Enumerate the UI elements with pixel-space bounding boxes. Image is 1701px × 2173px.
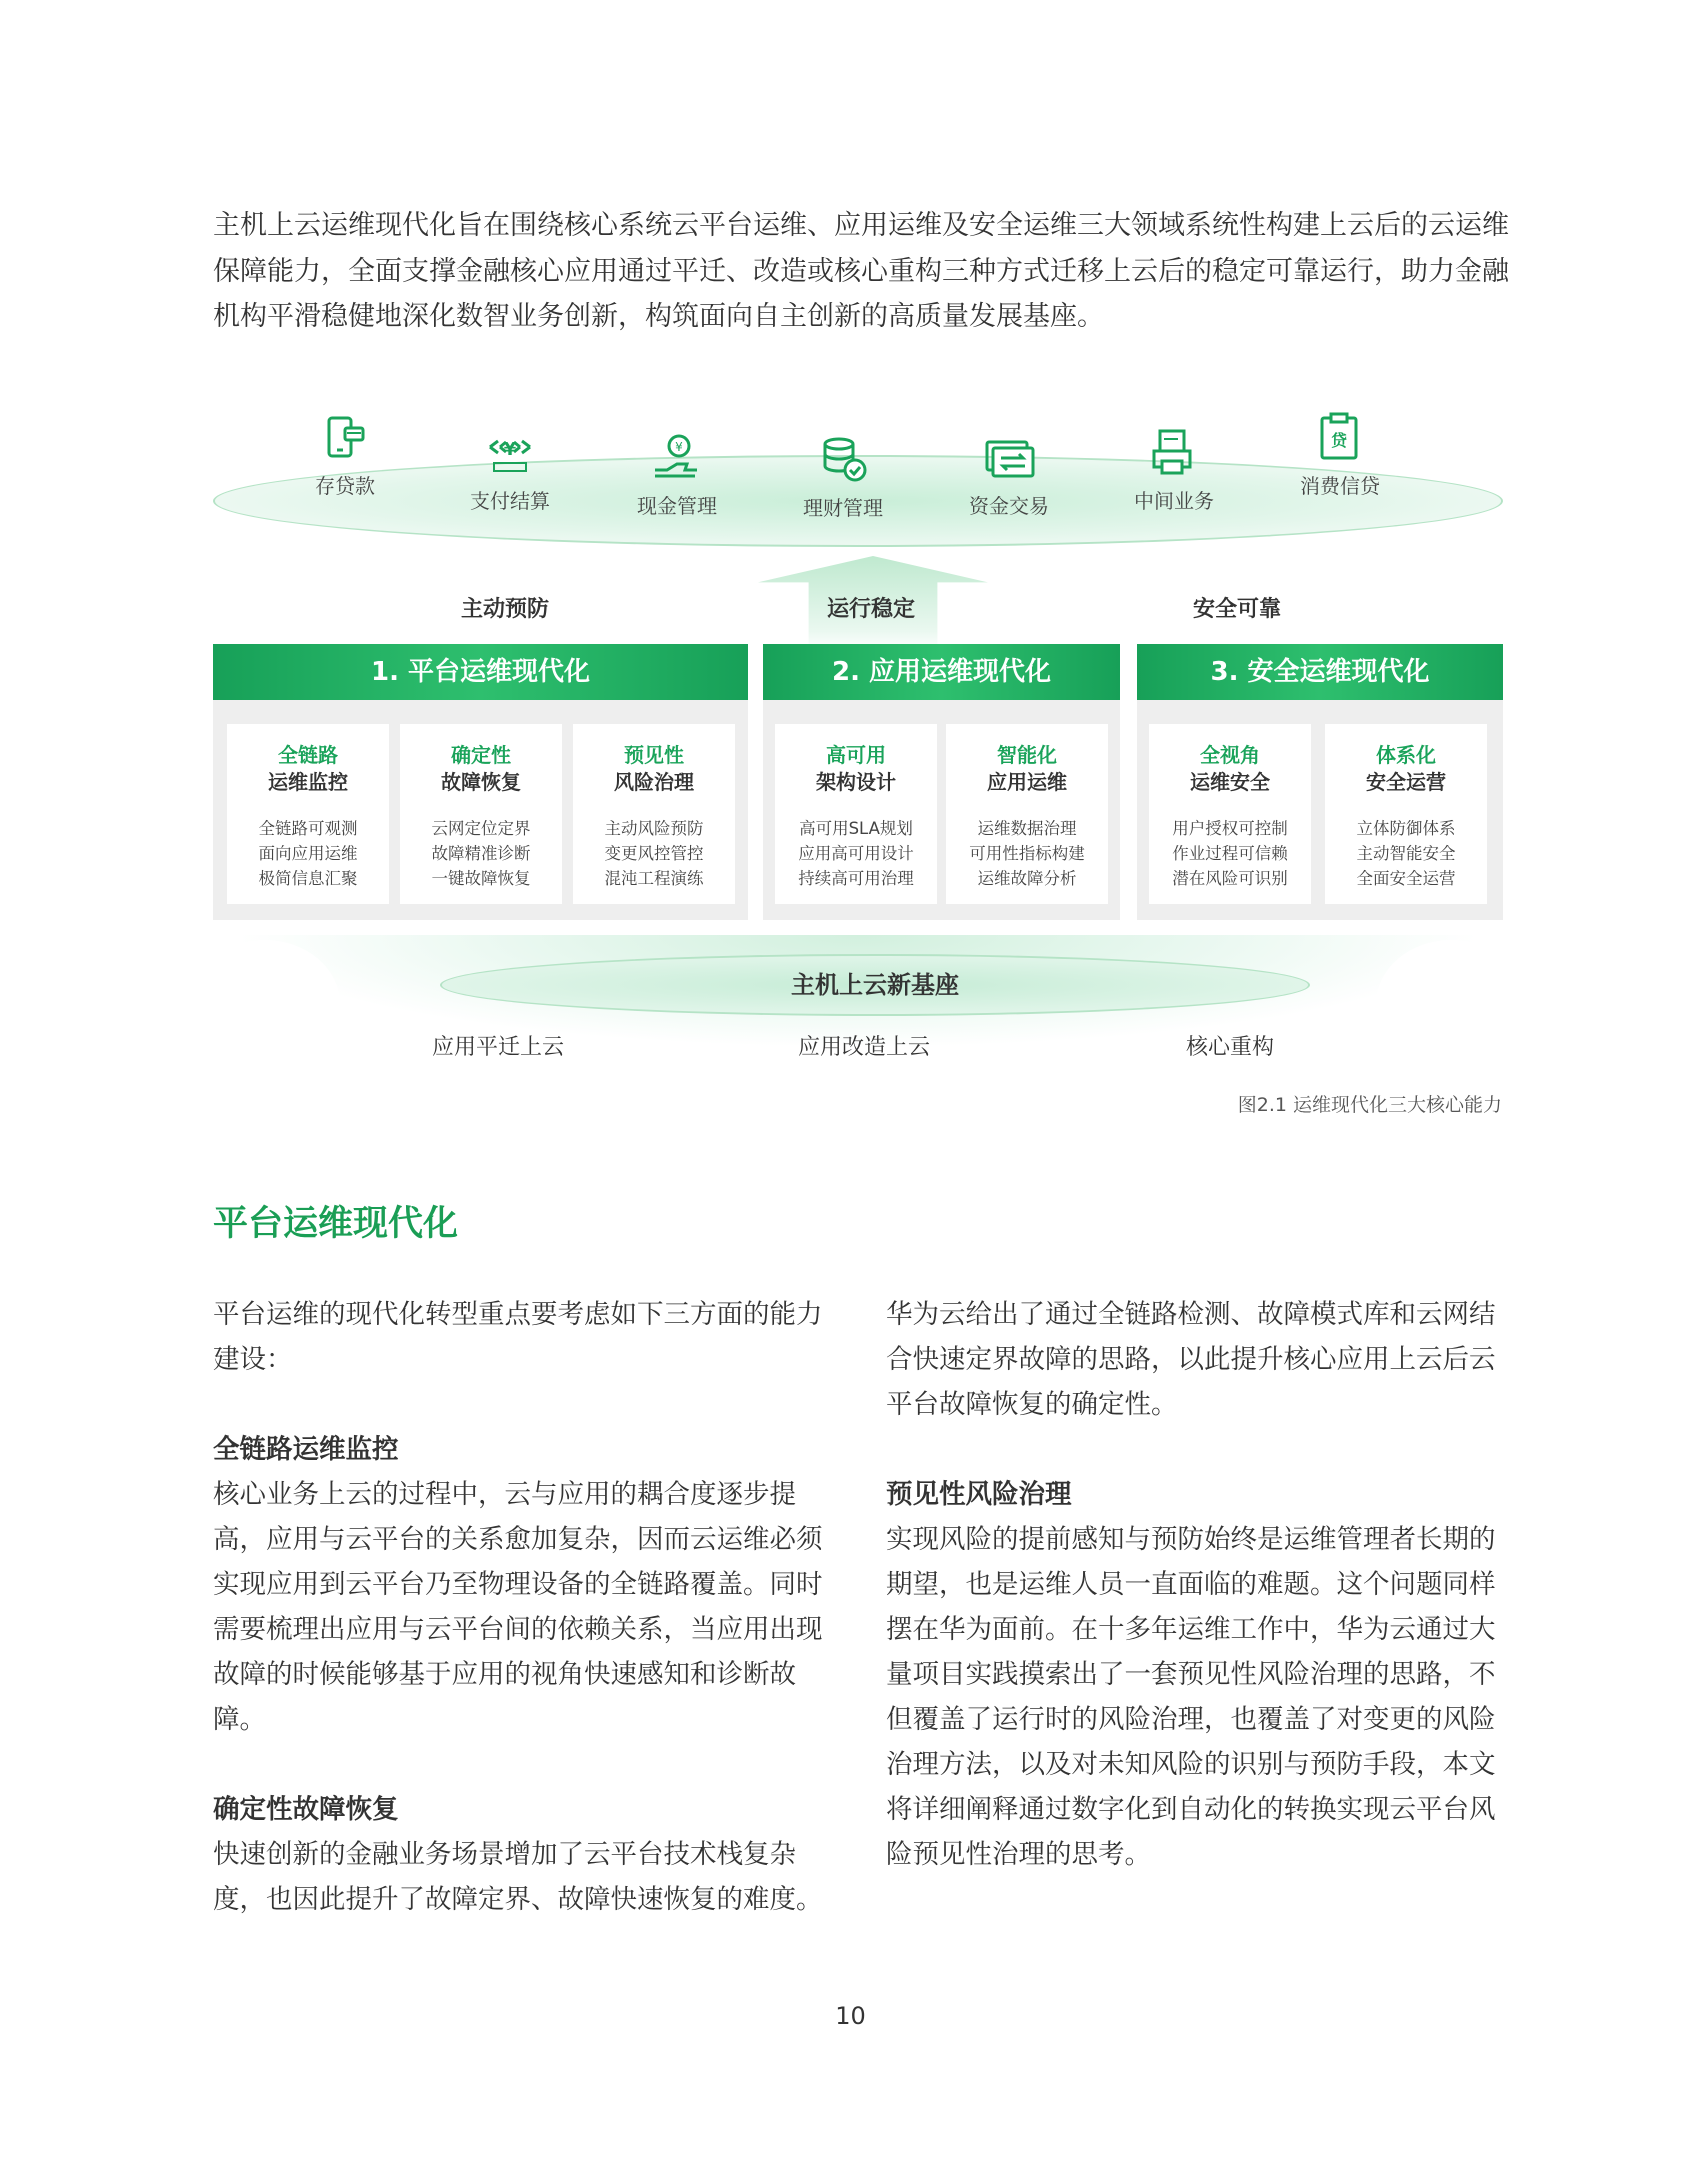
service-consumer-credit bbox=[1260, 410, 1420, 499]
text-line: 将详细阐释通过数字化到自动化的转换实现云平台风 bbox=[886, 1794, 1496, 1825]
page-number: 10 bbox=[835, 2002, 866, 2030]
capability-card bbox=[400, 724, 562, 904]
capability-subtitle: 故障恢复 bbox=[441, 770, 521, 794]
capability-item: 运维数据治理 bbox=[977, 819, 1077, 838]
migration-label: 应用改造上云 bbox=[798, 1035, 931, 1060]
capability-title: 智能化 bbox=[997, 743, 1057, 767]
capability-title: 体系化 bbox=[1376, 743, 1436, 767]
text-line: 量项目实践摸索出了一套预见性风险治理的思路，不 bbox=[886, 1659, 1496, 1690]
capability-item: 主动风险预防 bbox=[604, 819, 704, 838]
capability-subtitle: 架构设计 bbox=[816, 770, 896, 794]
capability-item: 全链路可观测 bbox=[258, 819, 358, 838]
text-line: 度，也因此提升了故障定界、故障快速恢复的难度。 bbox=[213, 1884, 823, 1915]
capability-item: 混沌工程演练 bbox=[604, 869, 704, 888]
text-line: 障。 bbox=[213, 1704, 266, 1735]
capability-item: 应用高可用设计 bbox=[798, 844, 914, 863]
capability-card bbox=[573, 724, 735, 904]
migration-label: 核心重构 bbox=[1186, 1035, 1275, 1060]
aim-label: 运行稳定 bbox=[827, 597, 916, 622]
text-line: 华为云给出了通过全链路检测、故障模式库和云网结 bbox=[886, 1299, 1496, 1330]
capability-card bbox=[1149, 724, 1311, 904]
capability-item: 高可用SLA规划 bbox=[799, 819, 913, 838]
capability-item: 故障精准诊断 bbox=[431, 844, 531, 863]
svg-text:¥: ¥ bbox=[675, 440, 683, 454]
service-cash-management bbox=[597, 430, 757, 519]
capability-item: 面向应用运维 bbox=[258, 844, 358, 863]
capability-card bbox=[946, 724, 1108, 904]
pillar-title: 2. 应用运维现代化 bbox=[763, 644, 1120, 700]
text-line: 建设： bbox=[213, 1344, 293, 1375]
section-intro bbox=[213, 1292, 823, 1382]
band-curve-right bbox=[1376, 940, 1526, 1068]
capability-item: 立体防御体系 bbox=[1356, 819, 1456, 838]
capability-item: 潜在风险可识别 bbox=[1172, 869, 1288, 888]
text-line: 摆在华为面前。在十多年运维工作中，华为云通过大 bbox=[886, 1614, 1496, 1645]
exchange-icon bbox=[981, 430, 1037, 486]
pillar-title: 1. 平台运维现代化 bbox=[213, 644, 748, 700]
capability-item: 全面安全运营 bbox=[1356, 869, 1456, 888]
text-line: 险预见性治理的思考。 bbox=[886, 1839, 1151, 1870]
foundation-title: 主机上云新基座 bbox=[440, 954, 1310, 1016]
service-label: 中间业务 bbox=[1134, 489, 1214, 513]
text-line: 期望，也是运维人员一直面临的难题。这个问题同样 bbox=[886, 1569, 1496, 1600]
intro-line: 保障能力，全面支撑金融核心应用通过平迁、改造或核心重构三种方式迁移上云后的稳定可靠运行，助力金融 bbox=[213, 255, 1509, 287]
text-line: 核心业务上云的过程中，云与应用的耦合度逐步提 bbox=[213, 1479, 796, 1510]
subheading: 预见性风险治理 bbox=[886, 1479, 1072, 1510]
text-line: 但覆盖了运行时的风险治理，也覆盖了对变更的风险 bbox=[886, 1704, 1496, 1735]
capability-item: 作业过程可信赖 bbox=[1172, 844, 1288, 863]
text-line: 治理方法，以及对未知风险的识别与预防手段，本文 bbox=[886, 1749, 1496, 1780]
phone-card-icon bbox=[317, 410, 373, 466]
text-line: 实现应用到云平台乃至物理设备的全链路覆盖。同时 bbox=[213, 1569, 823, 1600]
capability-subtitle: 风险治理 bbox=[614, 770, 694, 794]
text-line: 需要梳理出应用与云平台间的依赖关系，当应用出现 bbox=[213, 1614, 823, 1645]
pillar-title: 3. 安全运维现代化 bbox=[1137, 644, 1503, 700]
band-curve-left bbox=[190, 940, 340, 1068]
figure-caption: 图2.1 运维现代化三大核心能力 bbox=[1237, 1094, 1502, 1116]
capability-card bbox=[775, 724, 937, 904]
yuan-transfer-icon bbox=[482, 425, 538, 481]
capability-title: 全链路 bbox=[278, 743, 338, 767]
capability-subtitle: 运维监控 bbox=[268, 770, 348, 794]
capability-title: 全视角 bbox=[1200, 743, 1260, 767]
service-label: 理财管理 bbox=[803, 496, 883, 520]
migration-label: 应用平迁上云 bbox=[432, 1035, 565, 1060]
service-label: 现金管理 bbox=[637, 494, 717, 518]
capability-item: 云网定位定界 bbox=[431, 819, 531, 838]
service-intermediate-business bbox=[1094, 425, 1254, 514]
intro-line: 主机上云运维现代化旨在围绕核心系统云平台运维、应用运维及安全运维三大领域系统性构建上云后的云运维 bbox=[213, 210, 1509, 241]
service-label: 资金交易 bbox=[969, 494, 1049, 518]
text-line: 故障的时候能够基于应用的视角快速感知和诊断故 bbox=[213, 1659, 796, 1690]
printer-icon bbox=[1146, 425, 1202, 481]
loan-clipboard-icon bbox=[1312, 410, 1368, 466]
right-column bbox=[886, 1292, 1496, 1877]
capability-title: 确定性 bbox=[451, 743, 511, 767]
aim-label: 主动预防 bbox=[461, 597, 550, 622]
svg-text:¥: ¥ bbox=[503, 439, 517, 460]
paragraph bbox=[886, 1517, 1496, 1877]
service-wealth-management bbox=[763, 432, 923, 521]
text-line: 合快速定界故障的思路，以此提升核心应用上云后云 bbox=[886, 1344, 1496, 1375]
capability-card bbox=[227, 724, 389, 904]
capability-card bbox=[1325, 724, 1487, 904]
text-line: 平台运维的现代化转型重点要考虑如下三方面的能力 bbox=[213, 1299, 823, 1330]
text-line: 快速创新的金融业务场景增加了云平台技术栈复杂 bbox=[213, 1839, 796, 1870]
capability-item: 运维故障分析 bbox=[977, 869, 1077, 888]
svg-text:贷: 贷 bbox=[1330, 431, 1348, 450]
capability-title: 预见性 bbox=[624, 743, 684, 767]
left-column bbox=[213, 1292, 823, 1922]
service-deposit-loan bbox=[265, 410, 425, 499]
capability-subtitle: 安全运营 bbox=[1366, 770, 1446, 794]
intro-line: 机构平滑稳健地深化数智业务创新，构筑面向自主创新的高质量发展基座。 bbox=[213, 301, 1104, 332]
paragraph bbox=[886, 1292, 1496, 1427]
service-label: 存贷款 bbox=[315, 474, 375, 498]
section-title: 平台运维现代化 bbox=[213, 1204, 459, 1244]
service-label: 支付结算 bbox=[470, 489, 550, 513]
capability-item: 变更风控管控 bbox=[604, 844, 704, 863]
capability-item: 可用性指标构建 bbox=[969, 844, 1085, 863]
paragraph bbox=[213, 1832, 823, 1922]
text-line: 实现风险的提前感知与预防始终是运维管理者长期的 bbox=[886, 1524, 1496, 1555]
service-fund-trading bbox=[929, 430, 1089, 519]
paragraph bbox=[213, 1472, 823, 1742]
hand-coin-icon bbox=[649, 430, 705, 486]
aim-label: 安全可靠 bbox=[1193, 597, 1282, 622]
capability-subtitle: 应用运维 bbox=[987, 770, 1067, 794]
text-line: 高，应用与云平台的关系愈加复杂，因而云运维必须 bbox=[213, 1524, 823, 1555]
service-payment-settlement bbox=[430, 425, 590, 514]
capability-title: 高可用 bbox=[826, 743, 886, 767]
coin-stack-check-icon bbox=[815, 432, 871, 488]
subheading: 确定性故障恢复 bbox=[213, 1794, 399, 1825]
service-label: 消费信贷 bbox=[1300, 474, 1380, 498]
subheading: 全链路运维监控 bbox=[213, 1434, 399, 1465]
capability-item: 持续高可用治理 bbox=[798, 869, 914, 888]
capability-item: 极简信息汇聚 bbox=[258, 869, 358, 888]
capability-item: 用户授权可控制 bbox=[1172, 819, 1288, 838]
capability-item: 主动智能安全 bbox=[1356, 844, 1456, 863]
capability-subtitle: 运维安全 bbox=[1190, 770, 1270, 794]
capability-item: 一键故障恢复 bbox=[431, 869, 531, 888]
text-line: 平台故障恢复的确定性。 bbox=[886, 1389, 1178, 1420]
